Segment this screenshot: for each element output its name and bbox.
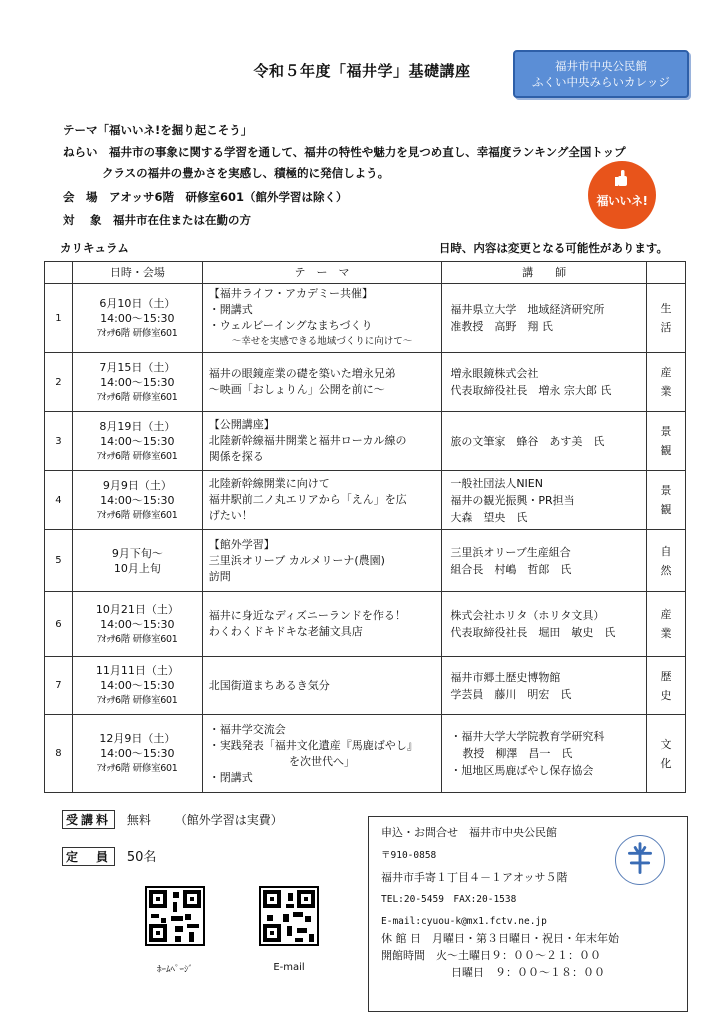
time-text: 14:00～15:30 [100,311,175,325]
theme-text: 北国街道まちあるき気分 [208,678,330,692]
table-row [45,353,686,412]
time-text: 14:00～15:30 [100,434,175,448]
theme-text: げたい！ [208,509,253,522]
row-number: 4 [45,471,73,530]
row-lecturer [442,471,647,530]
category-char: 然 [660,563,672,577]
place-text: ｱｵｯｻ6階 研修室601 [97,450,178,462]
aim-line-2: クラスの福井の豊かさを実感し、積極的に発信しよう。 [102,166,390,180]
theme-text: 福井に身近なディズニーランドを作る！ [208,609,406,622]
row-date [72,284,202,353]
lecturer-text: 大森 望央 氏 [450,510,528,524]
target-line: 対 象 福井市在住または在勤の方 [63,213,252,227]
lecturer-text: ・旭地区馬鹿ばやし保存協会 [450,764,594,777]
fee-label: 受講料 [62,810,115,829]
theme-text: 北陸新幹線福井開業と福井ローカル線の [208,434,407,447]
theme-text: 福井の眼鏡産業の礎を築いた増永兄弟 [208,367,396,380]
row-theme [202,592,442,657]
lecturer-text: 旅の文筆家 蜂谷 あす美 氏 [450,434,605,448]
table-row [45,530,686,592]
row-date [72,657,202,715]
phone-fax: TEL:20-5459 FAX:20-1538 [381,894,517,905]
lecturer-text: 株式会社ホリタ（ホリタ文具） [450,609,605,622]
row-category [647,353,686,412]
row-lecturer [442,284,647,353]
row-category [647,715,686,793]
schedule-table [44,261,686,793]
row-number: 7 [45,657,73,715]
place-text: ｱｵｯｻ6階 研修室601 [97,391,178,403]
row-theme [202,353,442,412]
place-text: ｱｵｯｻ6階 研修室601 [97,695,178,706]
row-theme [202,715,442,793]
theme-text: ・福井学交流会 [208,722,286,736]
date-text: 9月下旬～ [111,546,163,560]
row-number: 1 [45,284,73,353]
lecturer-text: ・福井大学大学院教育学研究科 [450,730,605,743]
row-category [647,284,686,353]
header-theme: テ ー マ [202,262,442,284]
theme-text: ～映画「おしょりん」公開を前に～ [208,383,385,396]
category-char: 業 [660,627,672,640]
badge-line-2: ふくい中央みらいカレッジ [532,75,670,89]
row-number: 2 [45,353,73,412]
row-theme [202,284,442,353]
email-address[interactable]: E-mail:cyuou-k@mx1.fctv.ne.jp [381,916,547,927]
row-theme [202,657,442,715]
table-row [45,657,686,715]
row-theme [202,471,442,530]
time-text: 14:00～15:30 [100,375,175,389]
sunday-hours: 日曜日 ９：００～１８：００ [451,966,605,979]
header-lecturer: 講 師 [442,262,647,284]
contact-box [368,816,688,1012]
time-text: 14:00～15:30 [100,747,175,760]
row-category [647,530,686,592]
theme-text: ・ウェルビーイングなまちづくり [208,319,373,332]
theme-text: ・実践発表「福井文化遺産『馬鹿ばやし』 [208,738,418,752]
date-text: 9月9日（土） [102,478,172,492]
category-char: 活 [660,321,672,334]
fee-note: （館外学習は実費） [174,813,283,827]
place-text: ｱｵｯｻ6階 研修室601 [97,763,178,774]
badge-line-1: 福井市中央公民館 [555,59,647,73]
email-qr-label: E-mail [273,962,305,973]
theme-subtext: ～幸せを実感できる地域づくりに向けて～ [231,336,413,347]
header-date: 日時・会場 [72,262,202,284]
contact-heading: 申込・お問合せ 福井市中央公民館 [381,826,557,839]
date-text: 12月9日（土） [99,732,176,745]
row-category [647,471,686,530]
theme-text: わくわくドキドキな老舗文具店 [208,625,363,638]
theme-text: 関係を探る [208,450,264,463]
theme-text: ・閉講式 [208,770,253,784]
organizer-badge [513,50,689,98]
table-header-row [45,262,686,284]
email-qr-code[interactable] [259,886,319,946]
opening-hours: 開館時間 火～土曜日９：００～２１：００ [381,949,601,962]
row-lecturer [442,657,647,715]
header-category [647,262,686,284]
theme-text: を次世代へ」 [289,754,356,768]
address: 福井市手寄１丁目４－１アオッサ５階 [381,871,568,884]
fee-info [62,810,283,829]
time-text: 14:00～15:30 [100,493,175,507]
date-text: 11月11日（土） [95,664,179,677]
lecturer-text: 福井県立大学 地域経済研究所 [450,303,605,316]
change-note: 日時、内容は変更となる可能性があります。 [438,241,668,255]
closed-days: 休 館 日 月曜日・第３日曜日・祝日・年末年始 [381,932,619,945]
homepage-qr-label: ﾎｰﾑﾍﾟｰｼﾞ [156,965,193,975]
fee-value: 無料 [126,813,151,827]
thumbs-up-icon [615,169,629,187]
table-row [45,284,686,353]
row-date [72,530,202,592]
table-row [45,412,686,471]
lecturer-text: 福井市郷土歴史博物館 [450,670,561,684]
row-category [647,592,686,657]
row-category [647,657,686,715]
theme-text: 福井駅前二ノ丸エリアから「えん」を広 [208,493,407,506]
theme-text: 訪問 [208,569,231,583]
lecturer-text: 代表取締役社長 増永 宗大郎 氏 [450,384,612,397]
place-text: ｱｵｯｻ6階 研修室601 [97,509,178,521]
place-text: ｱｵｯｻ6階 研修室601 [97,327,178,339]
theme-text: 北陸新幹線開業に向けて [208,477,330,490]
time-text: 14:00～15:30 [100,679,175,692]
theme-text: ・開講式 [208,303,253,316]
row-date [72,412,202,471]
lecturer-text: 福井の観光振興・PR担当 [450,493,575,507]
row-lecturer [442,353,647,412]
theme-text: 【福井ライフ・アカデミー共催】 [208,287,373,300]
theme-text: 三里浜オリーブ カルメリーナ(農園) [208,553,385,567]
date-text: 10月21日（土） [95,602,179,616]
row-number: 6 [45,592,73,657]
time-text: 14:00～15:30 [100,617,175,631]
row-number: 5 [45,530,73,592]
curriculum-label: カリキュラム [60,241,129,255]
lecturer-text: 学芸員 藤川 明宏 氏 [450,687,572,701]
lecturer-text: 増永眼鏡株式会社 [450,367,539,380]
theme-line: テーマ「福いいネ!を掘り起こそう」 [63,123,253,137]
place-text: ｱｵｯｻ6階 研修室601 [97,633,178,645]
venue-line: 会 場 アオッサ6階 研修室601（館外学習は除く） [63,190,348,204]
capacity-label: 定 員 [62,847,115,866]
row-date [72,353,202,412]
lecturer-text: 三里浜オリーブ生産組合 [450,545,571,559]
theme-text: 【公開講座】 [208,418,275,431]
category-char: 歴 [660,669,672,683]
lecturer-text: 准教授 高野 翔 氏 [450,320,553,333]
row-theme [202,530,442,592]
category-char: 文 [660,737,672,751]
postal-code: 〒910-0858 [381,850,437,861]
theme-text: 【館外学習】 [208,537,275,551]
category-char: 生 [660,302,672,315]
row-date [72,471,202,530]
category-char: 産 [660,608,672,621]
lecturer-text: 教授 柳澤 昌一 氏 [462,747,573,760]
community-center-emblem-icon [615,835,665,885]
category-char: 景 [660,484,672,497]
lecturer-text: 代表取締役社長 堀田 敏史 氏 [450,626,616,639]
category-char: 自 [660,544,672,558]
capacity-value: 50名 [126,850,157,865]
capacity-info [62,846,156,866]
table-row [45,715,686,793]
category-char: 史 [660,688,672,702]
fukuiine-logo [588,161,656,229]
page-title: 令和５年度「福井学」基礎講座 [253,62,471,80]
row-date [72,592,202,657]
row-date [72,715,202,793]
row-lecturer [442,412,647,471]
date-text: 8月19日（土） [99,419,176,433]
category-char: 観 [660,503,672,516]
table-row [45,471,686,530]
row-theme [202,412,442,471]
date-text: 6月10日（土） [99,296,176,310]
category-char: 産 [660,366,672,379]
row-category [647,412,686,471]
header-no [45,262,73,284]
row-lecturer [442,530,647,592]
time-text: 10月上旬 [113,561,161,575]
category-char: 化 [660,756,672,770]
row-lecturer [442,592,647,657]
row-number: 3 [45,412,73,471]
row-lecturer [442,715,647,793]
table-row [45,592,686,657]
category-char: 業 [660,385,672,398]
category-char: 景 [660,425,672,438]
date-text: 7月15日（土） [99,360,176,374]
aim-line-1: ねらい 福井市の事象に関する学習を通して、福井の特性や魅力を見つめ直し、幸福度ランキング全国トップ [63,145,626,159]
lecturer-text: 一般社団法人NIEN [450,476,543,490]
lecturer-text: 組合長 村嶋 哲郎 氏 [450,562,572,576]
row-number: 8 [45,715,73,793]
logo-text: 福いいネ! [596,194,648,208]
category-char: 観 [660,444,672,457]
homepage-qr-code[interactable] [145,886,205,946]
